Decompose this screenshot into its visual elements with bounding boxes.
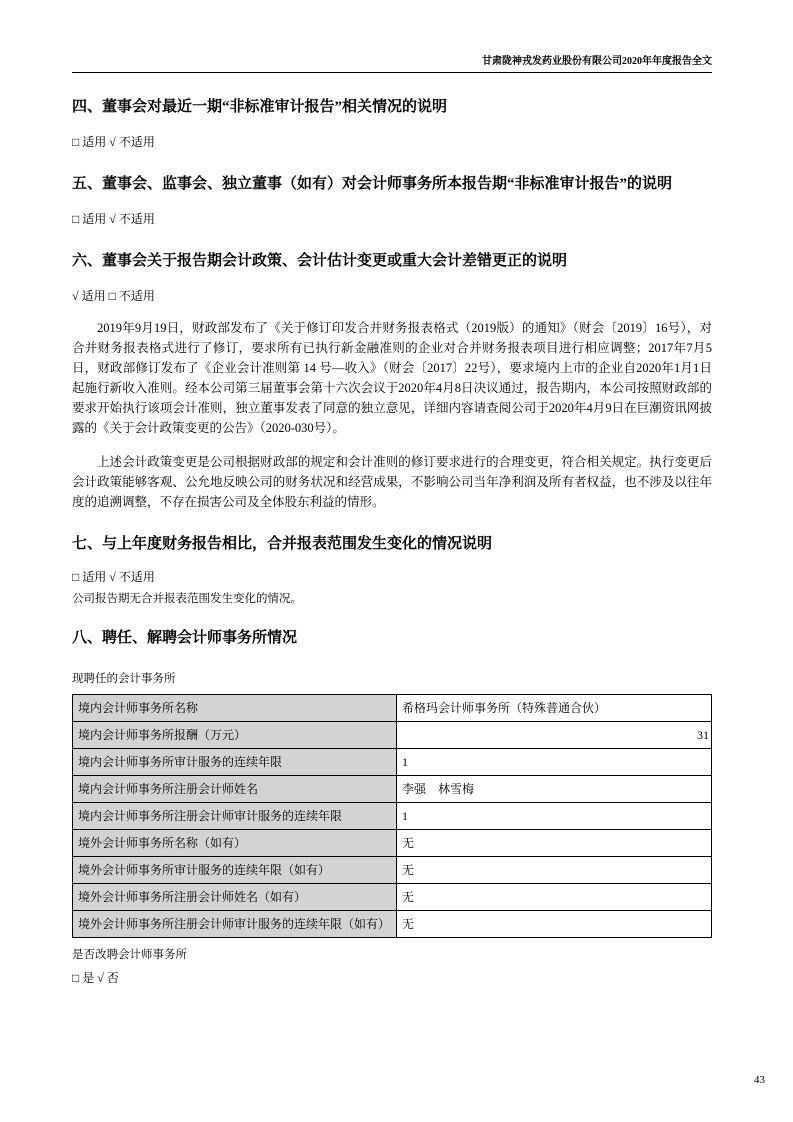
section-7-note: 公司报告期无合并报表范围发生变化的情况。	[72, 593, 302, 605]
row-label: 境内会计师事务所注册会计师姓名	[73, 776, 397, 803]
section-4-applicability: □ 适用 √ 不适用	[72, 135, 155, 149]
accounting-firm-table	[72, 694, 712, 938]
change-firm-question: 是否改聘会计师事务所	[72, 949, 187, 961]
table-row	[73, 695, 712, 722]
change-firm-answer: □ 是 √ 否	[72, 971, 119, 985]
page-number: 43	[754, 1074, 765, 1086]
page-header-title: 甘肃陇神戎发药业股份有限公司2020年年度报告全文	[482, 56, 712, 67]
table-row	[73, 857, 712, 884]
section-6-paragraph-2: 上述会计政策变更是公司根据财政部的规定和会计准则的修订要求进行的合理变更，符合相关规定。执行变更后会计政策能够客观、公允地反映公司的财务状况和经营成果，不影响公司当年净利润及所有者权益，也不涉及以往年度的追溯调整，不存在损害公司及全体股东利益的情形。	[72, 455, 712, 509]
row-value: 31	[397, 722, 712, 749]
table-row	[73, 749, 712, 776]
row-value: 1	[397, 749, 712, 776]
section-4-heading: 四、董事会对最近一期“非标准审计报告”相关情况的说明	[72, 99, 448, 115]
section-8-heading: 八、聘任、解聘会计师事务所情况	[72, 630, 298, 646]
row-label: 境外会计师事务所注册会计师审计服务的连续年限（如有）	[73, 911, 397, 938]
row-label: 境内会计师事务所报酬（万元）	[73, 722, 397, 749]
section-5-applicability: □ 适用 √ 不适用	[72, 212, 155, 226]
table-row	[73, 884, 712, 911]
table-row	[73, 722, 712, 749]
section-6-applicability: √ 适用 □ 不适用	[72, 289, 155, 303]
row-value: 李强 林雪梅	[397, 776, 712, 803]
section-7-applicability: □ 适用 √ 不适用	[72, 570, 155, 584]
row-value: 无	[397, 857, 712, 884]
table-row	[73, 911, 712, 938]
row-label: 境内会计师事务所名称	[73, 695, 397, 722]
row-value: 无	[397, 830, 712, 857]
table-row	[73, 776, 712, 803]
table-row	[73, 803, 712, 830]
table-row	[73, 830, 712, 857]
page-header	[72, 0, 712, 73]
row-label: 境外会计师事务所名称（如有）	[73, 830, 397, 857]
section-5-heading: 五、董事会、监事会、独立董事（如有）对会计师事务所本报告期“非标准审计报告”的说明	[72, 176, 673, 192]
section-6-paragraph-1: 2019年9月19日，财政部发布了《关于修订印发合并财务报表格式（2019版）的通知》（财会〔2019〕16号），对合并财务报表格式进行了修订，要求所有已执行新金融准则的企业对合并财务报表项目进行相应调整；2017年7月5日，财政部修订发布了《企业会计准则第 14 号—收入》（财会〔2017〕22号），要求境内上市的企业自2020年1月1日起施行新收入准则。经本公司第三届董事会第十六次会议于2020年4月8日决议通过，报告期内，本公司按照财政部的要求开始执行该项会计准则，独立董事发表了同意的独立意见，详细内容请查阅公司于2020年4月9日在巨潮资讯网披露的《关于会计政策变更的公告》（2020-030号）。	[72, 321, 712, 435]
row-label: 境外会计师事务所审计服务的连续年限（如有）	[73, 857, 397, 884]
section-6-heading: 六、董事会关于报告期会计政策、会计估计变更或重大会计差错更正的说明	[72, 253, 568, 269]
section-7-heading: 七、与上年度财务报告相比，合并报表范围发生变化的情况说明	[72, 536, 493, 552]
row-value: 无	[397, 884, 712, 911]
row-value: 无	[397, 911, 712, 938]
row-value: 希格玛会计师事务所（特殊普通合伙）	[397, 695, 712, 722]
row-value: 1	[397, 803, 712, 830]
row-label: 境内会计师事务所注册会计师审计服务的连续年限	[73, 803, 397, 830]
row-label: 境内会计师事务所审计服务的连续年限	[73, 749, 397, 776]
row-label: 境外会计师事务所注册会计师姓名（如有）	[73, 884, 397, 911]
current-firm-intro: 现聘任的会计事务所	[72, 673, 176, 685]
